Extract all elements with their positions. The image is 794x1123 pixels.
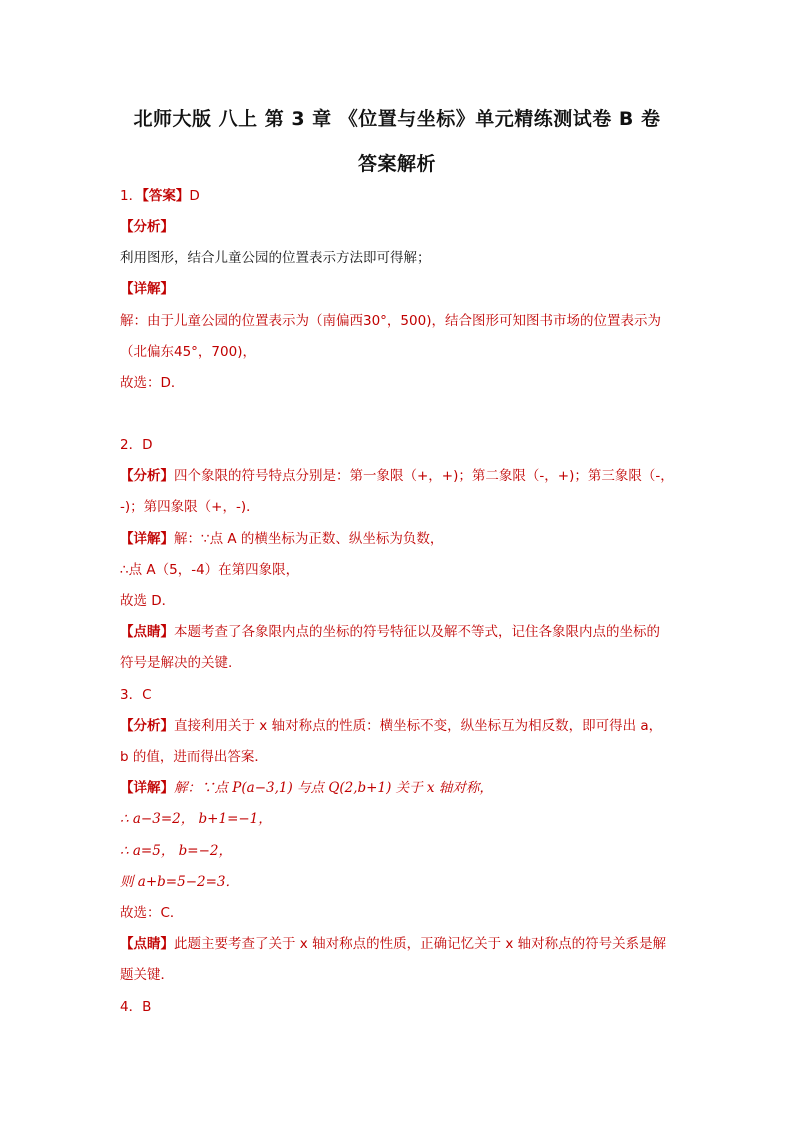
q1-answer-line xyxy=(120,187,680,205)
q2-detail-line2: ∴点 A（5，-4）在第四象限， xyxy=(120,562,300,578)
q2-detail-line1 xyxy=(120,530,680,548)
q3-analysis-line1 xyxy=(120,717,680,735)
q3-detail-tag: 【详解】 xyxy=(120,780,174,796)
q1-analysis-text: 利用图形，结合儿童公园的位置表示方法即可得解； xyxy=(120,250,431,266)
q1-detail-line2: （北偏东45°，700)， xyxy=(120,344,256,360)
q1-conclusion: 故选：D． xyxy=(120,375,185,391)
q2-analysis-line2: -)；第四象限（+，-)． xyxy=(120,499,260,515)
document-subtitle: 答案解析 xyxy=(357,153,436,175)
q3-conclusion: 故选：C． xyxy=(120,905,184,921)
q1-answer: D xyxy=(189,188,200,204)
document-title: 北师大版 八上 第 3 章 《位置与坐标》单元精练测试卷 B 卷 xyxy=(133,108,661,130)
q1-number: 1． xyxy=(120,188,143,204)
q2-analysis-line1 xyxy=(120,467,680,485)
q3-analysis-tag: 【分析】 xyxy=(120,718,174,734)
q3-comment-line2: 题关键． xyxy=(120,967,174,983)
q3-number-answer: 3．C xyxy=(120,687,152,703)
q2-analysis-tag: 【分析】 xyxy=(120,468,174,484)
q2-conclusion: 故选 D． xyxy=(120,593,176,609)
q2-comment-tag: 【点睛】 xyxy=(120,624,174,640)
q2-number-answer: 2．D xyxy=(120,437,153,453)
q3-analysis-line2: b 的值，进而得出答案． xyxy=(120,749,268,765)
q3-detail-line1 xyxy=(120,779,680,797)
q3-comment-tag: 【点睛】 xyxy=(120,936,174,952)
q3-detail-line2: ∴ a−3=2， b+1=−1， xyxy=(120,811,272,827)
q2-comment-text-1: 本题考查了各象限内点的坐标的符号特征以及解不等式，记住各象限内点的坐标的 xyxy=(174,624,660,640)
q1-detail-tag: 【详解】 xyxy=(120,281,174,297)
q3-detail-text-1: 解：∵点 P(a−3,1) 与点 Q(2,b+1) 关于 x 轴对称， xyxy=(174,780,493,796)
q2-detail-tag: 【详解】 xyxy=(120,531,174,547)
q2-analysis-text-1: 四个象限的符号特点分别是：第一象限（+，+)；第二象限（-，+)；第三象限（-， xyxy=(174,468,674,484)
q3-comment-text-1: 此题主要考查了关于 x 轴对称点的性质，正确记忆关于 x 轴对称点的符号关系是解 xyxy=(174,936,667,952)
q3-comment-line1 xyxy=(120,935,680,953)
q4-number-answer: 4．B xyxy=(120,999,152,1015)
q1-answer-tag: 【答案】 xyxy=(142,188,190,204)
q3-analysis-text-1: 直接利用关于 x 轴对称点的性质：横坐标不变，纵坐标互为相反数，即可得出 a， xyxy=(174,718,663,734)
q3-detail-line3: ∴ a=5， b=−2， xyxy=(120,843,232,859)
q2-detail-text-1: 解：∵点 A 的横坐标为正数、纵坐标为负数， xyxy=(174,531,444,547)
q3-detail-line4: 则 a+b=5−2=3． xyxy=(120,874,239,890)
q1-analysis-tag: 【分析】 xyxy=(120,219,174,235)
q2-comment-line1 xyxy=(120,623,680,641)
q2-comment-line2: 符号是解决的关键. xyxy=(120,655,233,671)
q1-detail-line1: 解：由于儿童公园的位置表示为（南偏西30°，500)，结合图形可知图书市场的位置表示为 xyxy=(120,313,661,329)
